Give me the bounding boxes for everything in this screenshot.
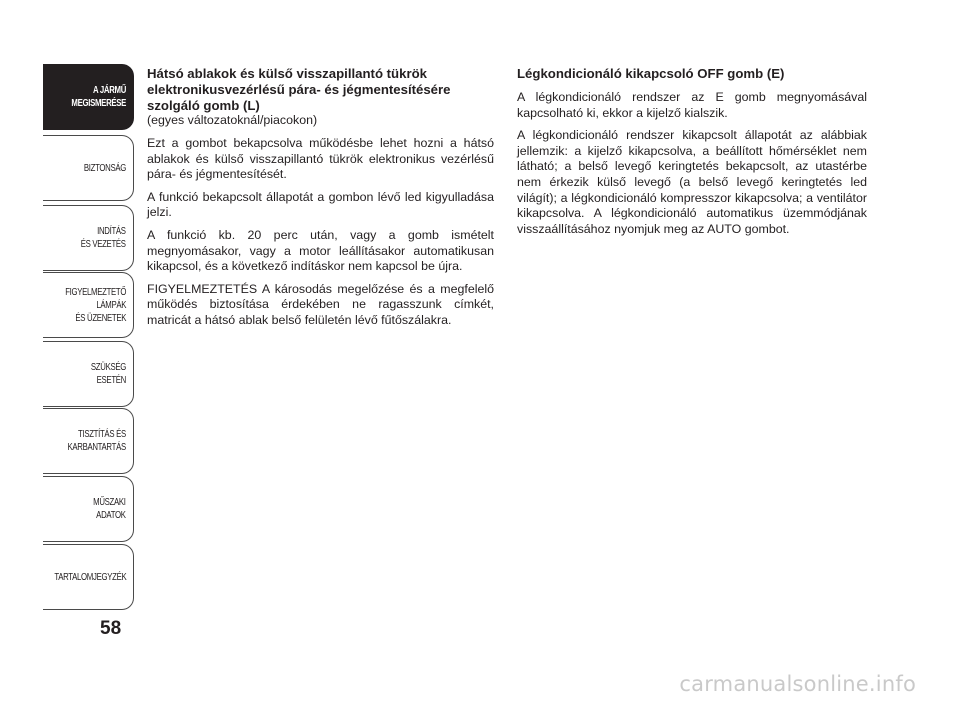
tab-szukseg-eseten[interactable] bbox=[43, 341, 134, 407]
right-column bbox=[517, 66, 867, 244]
watermark: carmanualsonline.info bbox=[679, 672, 916, 696]
tab-tisztitas-es-karbantartas[interactable] bbox=[43, 408, 134, 474]
section-subheading: (egyes változatoknál/piacokon) bbox=[147, 113, 318, 128]
tab-label: MŰSZAKI ADATOK bbox=[93, 497, 126, 521]
tab-biztonsag[interactable] bbox=[43, 135, 134, 201]
page-number: 58 bbox=[100, 618, 122, 639]
tab-figyelmezteto-lampak[interactable] bbox=[43, 272, 134, 338]
section-heading: Légkondicionáló kikapcsoló OFF gomb (E) bbox=[517, 66, 785, 81]
tab-a-jarmu-megismerese[interactable] bbox=[43, 64, 134, 130]
warning-paragraph: FIGYELMEZTETÉS A károsodás megelőzése és a megfelelő működés biztosítása érdekében ne ragasszunk címkét, matricát a hátsó ablak belső felületén lévő fűtőszálakra. bbox=[147, 281, 494, 327]
tab-inditas-es-vezetes[interactable] bbox=[43, 205, 134, 271]
paragraph: Ezt a gombot bekapcsolva működésbe lehet hozni a hátsó ablakok és külső visszapillantó tükrök elektronikus vezérlésű pára- és jégmentesítését. bbox=[147, 135, 494, 182]
tab-muszaki-adatok[interactable] bbox=[43, 476, 134, 542]
left-column bbox=[147, 66, 494, 336]
paragraph: A légkondicionáló rendszer kikapcsolt állapotát az alábbiak jellemzik: a kijelző kikapcsolva, a beállított hőmérséklet nem látható; a belső levegő keringtetés bekapcsolt, az utastérbe nem érkezik külső levegő (a belső levegő keringtetés led világít); a légkondicionáló kompresszor kikapcsolva; a ventilátor kikapcsolva. A légkondicionáló automatikus üzemmódjának visszaállításához nyomjuk meg az AUTO gombot. bbox=[517, 128, 867, 236]
tab-label: TISZTÍTÁS ÉS KARBANTARTÁS bbox=[67, 429, 126, 453]
tab-label: INDÍTÁS ÉS VEZETÉS bbox=[81, 226, 126, 250]
tab-label: BIZTONSÁG bbox=[83, 162, 126, 174]
tab-label: TARTALOMJEGYZÉK bbox=[53, 571, 126, 583]
paragraph: A légkondicionáló rendszer az E gomb megnyomásával kapcsolható ki, ekkor a kijelző kialszik. bbox=[517, 90, 867, 120]
paragraph: A funkció bekapcsolt állapotát a gombon lévő led kigyulladása jelzi. bbox=[147, 189, 494, 220]
tab-label: SZÜKSÉG ESETÉN bbox=[90, 362, 126, 386]
paragraph: A funkció kb. 20 perc után, vagy a gomb ismételt megnyomásakor, vagy a motor leállításakor automatikusan kikapcsol, és a következő indításkor nem kapcsol be újra. bbox=[147, 227, 494, 274]
section-heading: Hátsó ablakok és külső visszapillantó tükrök elektronikusvezérlésű pára- és jégmentesítésére szolgáló gomb (L) bbox=[147, 66, 451, 113]
tab-label: FIGYELMEZTETŐ LÁMPÁK ÉS ÜZENETEK bbox=[65, 286, 126, 324]
tab-tartalomjegyzek[interactable] bbox=[43, 544, 134, 610]
tab-label: A JÁRMŰ MEGISMERÉSE bbox=[71, 85, 126, 109]
